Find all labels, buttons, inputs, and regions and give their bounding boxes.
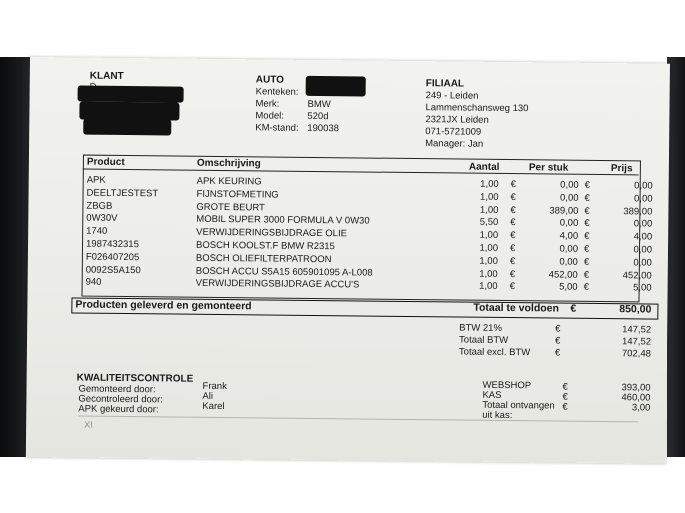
cell-currency: € (584, 218, 590, 230)
cell-product: 1987432315 (85, 238, 139, 251)
cell-product: 1740 (86, 225, 108, 238)
cell-quantity: 1,00 (479, 255, 498, 267)
cell-price: 0,00 (633, 218, 653, 230)
car-label-model: Model: (255, 110, 284, 122)
total-due-value: 850,00 (619, 303, 652, 316)
branch-line: 249 - Leiden (425, 90, 479, 102)
branch-line: Lammenschansweg 130 (425, 102, 529, 115)
cell-price: 5,00 (633, 282, 652, 294)
cell-currency: € (509, 281, 515, 293)
quality-name: Karel (202, 400, 225, 413)
cell-currency: € (584, 192, 590, 204)
cell-currency: € (584, 179, 591, 191)
header-product: Product (86, 156, 125, 168)
cell-product: 0092S5A150 (85, 264, 141, 276)
cell-product: ZBGB (86, 200, 113, 212)
total-excl-value: 702,48 (621, 348, 651, 360)
cell-quantity: 1,00 (479, 229, 499, 242)
delivered-label: Producten geleverd en gemonteerd (75, 298, 252, 313)
header-unit-price: Per stuk (528, 162, 569, 174)
car-label-merk: Merk: (255, 98, 280, 110)
btw-rate-label: BTW 21% (459, 322, 503, 334)
cell-quantity: 1,00 (479, 204, 499, 216)
cell-unit-price: 4,00 (559, 230, 579, 242)
cell-description: VERWIJDERINGSBIJDRAGE ACCU'S (195, 278, 360, 291)
total-due-label: Totaal te voldoen (473, 301, 560, 315)
cell-quantity: 1,00 (479, 268, 498, 280)
quality-name: Ali (202, 390, 214, 402)
quality-heading: KWALITEITSCONTROLE (76, 372, 194, 385)
cell-currency: € (583, 256, 590, 268)
kas-label: KAS (482, 389, 502, 401)
cell-unit-price: 0,00 (559, 256, 578, 268)
cell-quantity: 1,00 (479, 242, 499, 254)
currency-symbol: € (562, 381, 568, 393)
redaction-bar (78, 86, 184, 103)
car-label-km: KM-stand: (255, 122, 299, 134)
redaction-bar (306, 76, 366, 97)
cell-price: 4,00 (633, 231, 653, 243)
cell-price: 0,00 (633, 257, 652, 269)
currency-symbol: € (570, 302, 577, 315)
cell-unit-price: 0,00 (559, 192, 579, 204)
cell-quantity: 1,00 (480, 191, 499, 203)
received-label-cont: uit kas: (482, 409, 513, 422)
currency-symbol: € (554, 335, 561, 347)
cell-description: GROTE BEURT (196, 201, 265, 214)
cell-quantity: 1,00 (479, 281, 498, 293)
branch-line: 071-5721009 (425, 126, 482, 138)
branch-line: 2321JX Leiden (425, 114, 489, 126)
cell-product: APK (86, 174, 106, 186)
currency-symbol: € (562, 391, 568, 403)
car-model: 520d (307, 110, 329, 123)
cell-currency: € (509, 255, 516, 267)
cell-unit-price: 0,00 (559, 217, 579, 230)
cell-currency: € (510, 230, 516, 242)
footer-mark: XI (84, 419, 93, 430)
webshop-label: WEBSHOP (482, 379, 532, 392)
kas-value: 460,00 (621, 392, 651, 404)
car-heading: AUTO (255, 74, 284, 86)
branch-heading: FILIAAL (425, 78, 465, 90)
cell-unit-price: 452,00 (548, 269, 578, 281)
cell-description: BOSCH ACCU S5A15 605901095 A-L008 (195, 265, 373, 279)
cell-price: 0,00 (634, 180, 653, 192)
cell-currency: € (583, 243, 590, 255)
cell-currency: € (583, 269, 590, 281)
webshop-value: 393,00 (621, 382, 651, 394)
receipt-paper (26, 57, 670, 464)
quality-label: APK gekeurd door: (78, 403, 159, 416)
total-excl-label: Totaal excl. BTW (458, 346, 531, 359)
currency-symbol: € (562, 401, 568, 413)
btw-rate-value: 147,52 (622, 324, 652, 336)
cell-unit-price: 0,00 (560, 179, 579, 191)
cell-product: DEELTJESTEST (86, 187, 159, 200)
cell-description: MOBIL SUPER 3000 FORMULA V 0W30 (196, 214, 370, 227)
divider-line (78, 416, 638, 423)
currency-symbol: € (555, 323, 561, 335)
quality-label: Gecontroleerd door: (78, 393, 163, 406)
cell-currency: € (509, 243, 516, 255)
currency-symbol: € (554, 347, 561, 359)
car-brand: BMW (307, 98, 331, 111)
quality-name: Frank (202, 380, 227, 393)
cell-price: 0,00 (633, 193, 653, 205)
header-price: Prijs (610, 163, 633, 175)
cell-product: 940 (85, 276, 102, 289)
cell-quantity: 5,50 (479, 217, 499, 229)
cell-currency: € (584, 205, 590, 217)
cell-currency: € (509, 268, 516, 280)
cell-currency: € (510, 179, 517, 191)
cell-description: BOSCH OLIEFILTERPATROON (195, 252, 332, 265)
redaction-bar (83, 119, 171, 136)
cell-price: 0,00 (633, 244, 653, 256)
branch-line: Manager: Jan (425, 138, 484, 150)
header-description: Omschrijving (196, 157, 261, 170)
cell-description: APK KEURING (196, 175, 262, 188)
total-btw-label: Totaal BTW (459, 334, 509, 347)
cell-product: F026407205 (85, 251, 140, 263)
cell-currency: € (510, 191, 516, 203)
cell-product: 0W30V (86, 212, 118, 225)
cell-price: 452,00 (622, 269, 652, 282)
car-mileage: 190038 (307, 122, 340, 135)
cell-quantity: 1,00 (480, 178, 499, 190)
quality-label: Gemonteerd door: (78, 383, 156, 396)
cell-currency: € (584, 231, 590, 243)
cell-description: VERWIJDERINGSBIJDRAGE OLIE (196, 226, 348, 240)
received-label: Totaal ontvangen (482, 399, 555, 412)
total-btw-value: 147,52 (621, 336, 652, 348)
cell-description: BOSCH KOOLST.F BMW R2315 (195, 239, 335, 253)
cell-unit-price: 5,00 (559, 281, 578, 294)
car-label-kenteken: Kenteken: (255, 86, 299, 98)
cell-unit-price: 389,00 (549, 205, 579, 217)
cell-currency: € (583, 282, 589, 294)
cell-currency: € (510, 204, 516, 216)
customer-heading: KLANT (89, 70, 124, 82)
received-value: 3,00 (631, 402, 651, 414)
cell-unit-price: 0,00 (559, 243, 579, 255)
cell-currency: € (510, 217, 516, 229)
cell-price: 389,00 (623, 205, 653, 218)
header-quantity: Aantal (468, 161, 500, 173)
background-dark-right (667, 57, 685, 457)
cell-description: FIJNSTOFMETING (196, 188, 279, 201)
